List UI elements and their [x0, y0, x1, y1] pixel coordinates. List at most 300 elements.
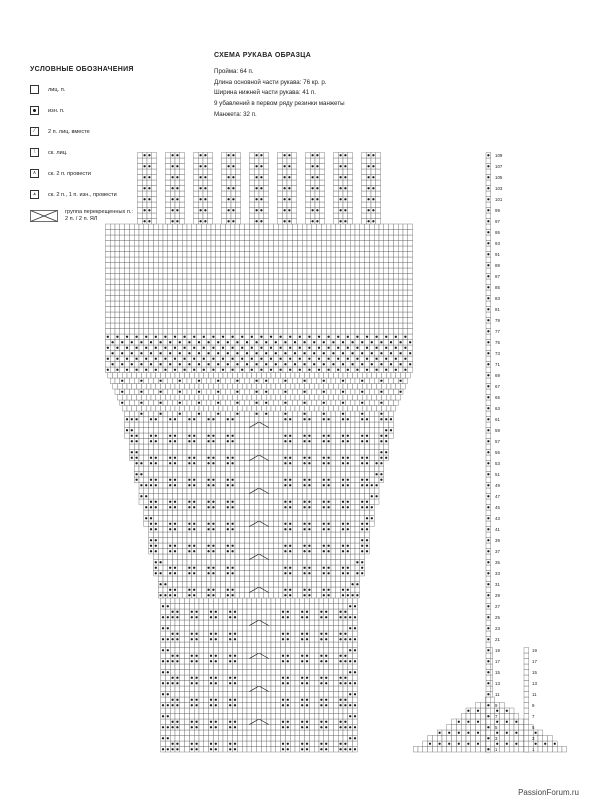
stitch-cell [273, 323, 278, 329]
stitch-cell [338, 598, 343, 604]
stitch-cell [278, 560, 283, 566]
stitch-cell [317, 312, 322, 318]
stitch-cell [271, 664, 276, 670]
stitch-cell [187, 334, 192, 340]
stitch-cell [177, 455, 182, 461]
purl-dot [354, 704, 356, 706]
purl-dot [344, 704, 346, 706]
purl-dot [217, 391, 219, 393]
stitch-cell [177, 417, 182, 423]
stitch-cell [331, 417, 336, 423]
stitch-cell [173, 422, 178, 428]
stitch-cell [175, 670, 180, 676]
purl-dot [229, 721, 231, 723]
purl-dot [121, 402, 123, 404]
purl-dot [193, 457, 195, 459]
stitch-cell [221, 400, 226, 406]
stitch-cell [283, 538, 288, 544]
stitch-cell [261, 703, 266, 709]
stitch-cell [285, 642, 290, 648]
stitch-cell [185, 730, 190, 736]
stitch-cell [199, 681, 204, 687]
stitch-cell [257, 648, 262, 654]
purl-dot [299, 336, 301, 338]
legend-label: ск. 2 п., 1 п. изн., провести [48, 191, 117, 198]
stitch-cell [264, 510, 269, 516]
stitch-cell [254, 510, 259, 516]
stitch-cell [240, 505, 245, 511]
purl-dot [229, 726, 231, 728]
stitch-cell [326, 329, 331, 335]
stitch-cell [218, 670, 223, 676]
stitch-cell [240, 307, 245, 313]
stitch-cell [225, 411, 230, 417]
stitch-cell [235, 323, 240, 329]
stitch-cell [341, 428, 346, 434]
purl-dot [366, 440, 368, 442]
purl-dot [299, 369, 301, 371]
stitch-cell [201, 417, 206, 423]
purl-dot [308, 550, 310, 552]
stitch-cell [278, 505, 283, 511]
stitch-cell [144, 318, 149, 324]
stitch-cell [187, 345, 192, 351]
stitch-cell [355, 532, 360, 538]
stitch-cell [177, 483, 182, 489]
stitch-cell [182, 411, 187, 417]
stitch-cell [187, 318, 192, 324]
stitch-cell [237, 648, 242, 654]
stitch-cell [230, 323, 235, 329]
stitch-cell [290, 719, 295, 725]
stitch-cell [353, 395, 358, 401]
stitch-cell [273, 450, 278, 456]
purl-dot [282, 616, 284, 618]
purl-dot [284, 457, 286, 459]
purl-dot [327, 501, 329, 503]
stitch-cell [360, 450, 365, 456]
stitch-cell [326, 576, 331, 582]
stitch-cell [319, 598, 324, 604]
stitch-cell [187, 411, 192, 417]
stitch-cell [245, 554, 250, 560]
stitch-cell [278, 527, 283, 533]
stitch-cell [365, 312, 370, 318]
stitch-cell [281, 620, 286, 626]
stitch-cell [271, 670, 276, 676]
stitch-cell [132, 406, 137, 412]
stitch-cell [211, 554, 216, 560]
stitch-cell [209, 620, 214, 626]
stitch-cell [139, 345, 144, 351]
stitch-cell [225, 488, 230, 494]
stitch-cell [192, 532, 197, 538]
stitch-cell [331, 329, 336, 335]
stitch-cell [249, 323, 254, 329]
stitch-cell [283, 472, 288, 478]
stitch-cell [271, 626, 276, 632]
double-decrease-purl-icon: ⩓ [30, 190, 39, 199]
stitch-cell [225, 582, 230, 588]
purl-dot [210, 638, 212, 640]
stitch-cell [288, 576, 293, 582]
stitch-cell [264, 516, 269, 522]
stitch-cell [329, 714, 334, 720]
stitch-cell [163, 450, 168, 456]
stitch-cell [161, 642, 166, 648]
stitch-cell [341, 329, 346, 335]
stitch-cell [201, 532, 206, 538]
stitch-cell [201, 428, 206, 434]
stitch-cell [329, 659, 334, 665]
stitch-cell [213, 692, 218, 698]
stitch-cell [237, 642, 242, 648]
stitch-cell [293, 318, 298, 324]
stitch-cell [240, 455, 245, 461]
purl-dot [289, 358, 291, 360]
purl-dot [174, 594, 176, 596]
stitch-cell [336, 400, 341, 406]
stitch-cell [355, 318, 360, 324]
stitch-cell [177, 334, 182, 340]
stitch-cell [247, 681, 252, 687]
stitch-cell [264, 543, 269, 549]
purl-dot [327, 550, 329, 552]
stitch-cell [242, 604, 247, 610]
stitch-cell [115, 340, 120, 346]
purl-dot [356, 369, 358, 371]
stitch-cell [369, 472, 374, 478]
stitch-cell [139, 450, 144, 456]
purl-dot [231, 369, 233, 371]
stitch-cell [173, 516, 178, 522]
purl-dot [380, 418, 382, 420]
purl-dot [325, 638, 327, 640]
stitch-cell [149, 428, 154, 434]
stitch-cell [139, 367, 144, 373]
purl-dot [284, 550, 286, 552]
stitch-cell [201, 433, 206, 439]
stitch-cell [192, 378, 197, 384]
stitch-cell [305, 395, 310, 401]
stitch-cell [139, 329, 144, 335]
stitch-cell [199, 373, 204, 379]
stitch-cell [189, 648, 194, 654]
stitch-cell [165, 741, 170, 747]
stitch-cell [257, 609, 262, 615]
stitch-cell [264, 307, 269, 313]
stitch-cell [331, 455, 336, 461]
stitch-cell [389, 411, 394, 417]
stitch-cell [276, 675, 281, 681]
stitch-cell [259, 340, 264, 346]
stitch-cell [204, 714, 209, 720]
purl-dot [289, 567, 291, 569]
stitch-cell [158, 554, 163, 560]
stitch-cell [221, 560, 226, 566]
stitch-cell [134, 329, 139, 335]
stitch-cell [197, 444, 202, 450]
purl-dot [347, 479, 349, 481]
stitch-cell [295, 615, 300, 621]
stitch-cell [355, 576, 360, 582]
stitch-cell [259, 505, 264, 511]
stitch-cell [273, 378, 278, 384]
stitch-cell [307, 362, 312, 368]
stitch-cell [177, 472, 182, 478]
stitch-cell [228, 692, 233, 698]
stitch-cell [235, 428, 240, 434]
stitch-cell [144, 378, 149, 384]
stitch-cell [360, 318, 365, 324]
stitch-cell [276, 395, 281, 401]
stitch-cell [127, 406, 132, 412]
stitch-cell [252, 708, 257, 714]
stitch-cell [223, 615, 228, 621]
stitch-cell [115, 389, 120, 395]
stitch-cell [293, 483, 298, 489]
stitch-cell [201, 340, 206, 346]
stitch-cell [403, 378, 408, 384]
purl-dot [371, 352, 373, 354]
stitch-cell [278, 329, 283, 335]
purl-dot [303, 589, 305, 591]
purl-dot [380, 457, 382, 459]
stitch-cell [209, 373, 214, 379]
stitch-cell [194, 686, 199, 692]
stitch-cell [329, 609, 334, 615]
stitch-cell [324, 648, 329, 654]
stitch-cell [204, 725, 209, 731]
stitch-cell [199, 686, 204, 692]
stitch-cell [235, 554, 240, 560]
stitch-cell [288, 307, 293, 313]
stitch-cell [242, 703, 247, 709]
stitch-cell [317, 576, 322, 582]
stitch-cell [115, 312, 120, 318]
stitch-cell [355, 538, 360, 544]
stitch-cell [218, 642, 223, 648]
stitch-cell [182, 450, 187, 456]
stitch-cell [201, 516, 206, 522]
stitch-cell [189, 708, 194, 714]
purl-dot [366, 545, 368, 547]
purl-dot [227, 440, 229, 442]
stitch-cell [329, 664, 334, 670]
stitch-cell [110, 356, 115, 362]
purl-dot [327, 336, 329, 338]
stitch-cell [350, 538, 355, 544]
stitch-cell [333, 670, 338, 676]
stitch-cell [163, 362, 168, 368]
stitch-cell [237, 747, 242, 753]
stitch-cell [331, 345, 336, 351]
stitch-cell [336, 483, 341, 489]
stitch-cell [271, 686, 276, 692]
purl-dot [162, 748, 164, 750]
stitch-cell [221, 323, 226, 329]
stitch-cell [134, 312, 139, 318]
purl-dot [107, 369, 109, 371]
stitch-cell [350, 494, 355, 500]
stitch-cell [237, 670, 242, 676]
stitch-cell [197, 532, 202, 538]
stitch-cell [283, 345, 288, 351]
stitch-cell [216, 433, 221, 439]
stitch-cell [408, 334, 413, 340]
stitch-cell [312, 472, 317, 478]
purl-dot [207, 506, 209, 508]
stitch-cell [242, 373, 247, 379]
stitch-cell [237, 675, 242, 681]
stitch-cell [173, 428, 178, 434]
stitch-cell [129, 323, 134, 329]
stitch-cell [290, 659, 295, 665]
stitch-cell [336, 466, 341, 472]
stitch-cell [266, 708, 271, 714]
stitch-cell [264, 334, 269, 340]
purl-dot [140, 484, 142, 486]
stitch-cell [317, 450, 322, 456]
purl-dot [234, 721, 236, 723]
stitch-cell [223, 609, 228, 615]
stitch-cell [211, 582, 216, 588]
purl-dot [236, 363, 238, 365]
purl-dot [306, 748, 308, 750]
stitch-cell [293, 312, 298, 318]
purl-dot [366, 457, 368, 459]
stitch-cell [355, 378, 360, 384]
stitch-cell [355, 433, 360, 439]
purl-dot [150, 545, 152, 547]
purl-dot [167, 638, 169, 640]
stitch-cell [187, 532, 192, 538]
stitch-cell [235, 543, 240, 549]
stitch-cell [221, 444, 226, 450]
stitch-cell [206, 356, 211, 362]
stitch-cell [326, 318, 331, 324]
stitch-cell [377, 373, 382, 379]
stitch-cell [357, 406, 362, 412]
purl-dot [347, 506, 349, 508]
purl-dot [347, 523, 349, 525]
purl-dot [121, 380, 123, 382]
stitch-cell [353, 598, 358, 604]
stitch-cell [158, 345, 163, 351]
purl-dot [342, 523, 344, 525]
stitch-cell [374, 499, 379, 505]
stitch-cell [105, 340, 110, 346]
stitch-cell [333, 703, 338, 709]
purl-dot [339, 660, 341, 662]
stitch-cell [249, 378, 254, 384]
stitch-cell [281, 642, 286, 648]
stitch-cell [312, 549, 317, 555]
stitch-cell [271, 708, 276, 714]
purl-dot [145, 506, 147, 508]
stitch-cell [235, 505, 240, 511]
stitch-cell [163, 516, 168, 522]
purl-dot [210, 660, 212, 662]
stitch-cell [247, 725, 252, 731]
purl-dot [308, 594, 310, 596]
stitch-cell [170, 642, 175, 648]
purl-dot [327, 545, 329, 547]
stitch-cell [369, 466, 374, 472]
stitch-cell [257, 384, 262, 390]
stitch-cell [144, 411, 149, 417]
stitch-cell [117, 373, 122, 379]
stitch-cell [249, 488, 254, 494]
stitch-cell [259, 477, 264, 483]
stitch-cell [105, 312, 110, 318]
stitch-cell [321, 472, 326, 478]
stitch-cell [261, 747, 266, 753]
stitch-cell [149, 318, 154, 324]
stitch-cell [257, 598, 262, 604]
stitch-cell [139, 477, 144, 483]
stitch-cell [333, 598, 338, 604]
purl-dot [287, 682, 289, 684]
stitch-cell [273, 318, 278, 324]
stitch-cell [187, 367, 192, 373]
stitch-cell [230, 329, 235, 335]
stitch-cell [317, 455, 322, 461]
stitch-cell [187, 444, 192, 450]
stitch-cell [297, 444, 302, 450]
stitch-cell [369, 312, 374, 318]
stitch-cell [312, 532, 317, 538]
stitch-cell [197, 466, 202, 472]
stitch-cell [237, 736, 242, 742]
stitch-cell [333, 637, 338, 643]
stitch-cell [398, 318, 403, 324]
stitch-cell [115, 323, 120, 329]
stitch-cell [264, 527, 269, 533]
purl-dot [195, 660, 197, 662]
stitch-cell [230, 510, 235, 516]
stitch-cell [249, 389, 254, 395]
purl-dot [150, 418, 152, 420]
stitch-cell [353, 631, 358, 637]
stitch-cell [269, 576, 274, 582]
stitch-cell [120, 312, 125, 318]
stitch-cell [144, 417, 149, 423]
stitch-cell [295, 692, 300, 698]
purl-dot [320, 699, 322, 701]
stitch-cell [288, 389, 293, 395]
stitch-cell [278, 587, 283, 593]
stitch-cell [281, 395, 286, 401]
stitch-cell [177, 450, 182, 456]
stitch-cell [252, 714, 257, 720]
stitch-cell [197, 538, 202, 544]
stitch-cell [175, 730, 180, 736]
stitch-cell [276, 637, 281, 643]
stitch-cell [355, 411, 360, 417]
stitch-cell [177, 543, 182, 549]
stitch-cell [204, 648, 209, 654]
stitch-cell [245, 549, 250, 555]
stitch-cell [336, 351, 341, 357]
stitch-cell [197, 307, 202, 313]
stitch-cell [348, 730, 353, 736]
stitch-cell [393, 323, 398, 329]
stitch-cell [204, 708, 209, 714]
purl-dot [207, 567, 209, 569]
purl-dot [284, 341, 286, 343]
stitch-cell [345, 351, 350, 357]
